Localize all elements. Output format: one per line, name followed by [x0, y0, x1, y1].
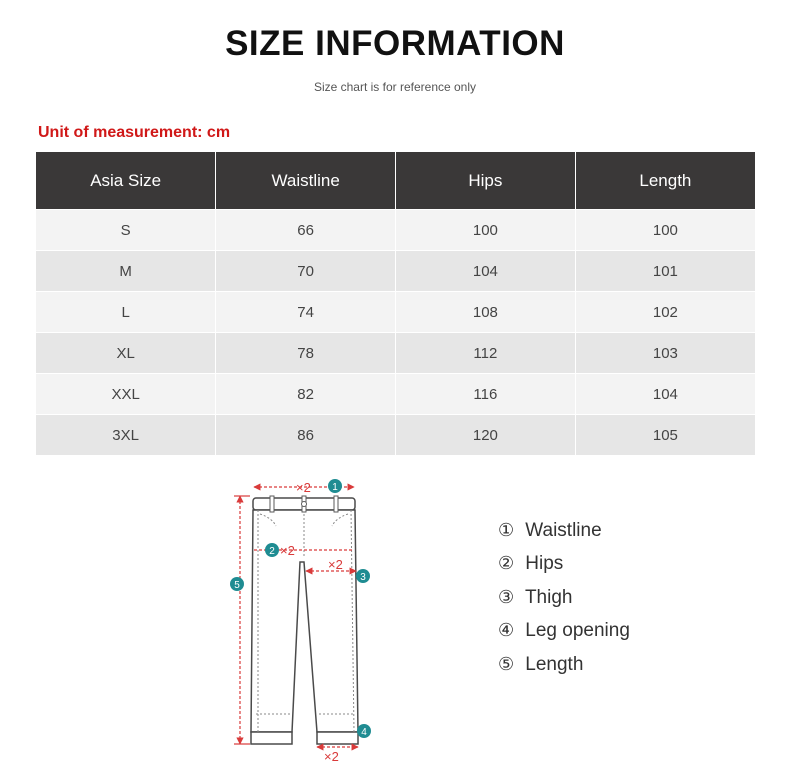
- legend-item: [498, 648, 630, 681]
- svg-text:4: 4: [361, 727, 367, 738]
- unit-note: Unit of measurement: cm: [38, 124, 231, 141]
- waist-multiplier: ×2: [296, 480, 311, 495]
- marker-5: [230, 577, 244, 591]
- table-cell: 74: [216, 292, 396, 333]
- legend-item: [498, 514, 630, 547]
- table-row: [36, 374, 755, 415]
- legend-label: Waistline: [525, 520, 602, 541]
- page-subtitle: Size chart is for reference only: [313, 80, 477, 94]
- table-cell: XXL: [36, 374, 216, 415]
- table-cell: XL: [36, 333, 216, 374]
- table-cell: M: [36, 251, 216, 292]
- svg-text:2: 2: [269, 546, 275, 557]
- legend-number: ④: [498, 620, 515, 641]
- svg-text:3: 3: [360, 572, 366, 583]
- legend-number: ①: [498, 520, 515, 540]
- table-cell: S: [36, 210, 216, 251]
- table-cell: 102: [575, 292, 755, 333]
- table-cell: 112: [396, 333, 576, 374]
- table-cell: L: [36, 292, 216, 333]
- table-cell: 103: [575, 333, 755, 374]
- column-header: Asia Size: [36, 152, 216, 210]
- legend-label: Leg opening: [525, 620, 630, 642]
- table-cell: 101: [575, 251, 755, 292]
- page-title: SIZE INFORMATION: [225, 24, 565, 63]
- table-cell: 78: [216, 333, 396, 374]
- table-row: [36, 251, 755, 292]
- legend-label: Hips: [525, 553, 564, 575]
- table-cell: 105: [575, 415, 755, 456]
- svg-text:1: 1: [332, 482, 338, 493]
- legend-label: Thigh: [524, 586, 573, 608]
- table-cell: 100: [396, 210, 576, 251]
- column-header: Length: [575, 152, 755, 210]
- measurement-legend: [498, 514, 630, 681]
- table-cell: 104: [396, 251, 576, 292]
- leg-opening-multiplier: ×2: [324, 749, 339, 764]
- table-cell: 116: [396, 374, 576, 415]
- legend-label: Length: [525, 653, 584, 675]
- table-cell: 104: [575, 374, 755, 415]
- marker-1: [328, 479, 342, 493]
- table-cell: 66: [216, 210, 396, 251]
- table-cell: 108: [396, 292, 576, 333]
- table-row: [36, 333, 755, 374]
- column-header: Hips: [396, 152, 576, 210]
- size-table: [36, 152, 755, 455]
- legend-item: [498, 547, 630, 580]
- marker-2: [265, 543, 279, 557]
- legend-number: ⑤: [498, 653, 515, 674]
- legend-item: [498, 581, 630, 614]
- marker-3: [356, 569, 370, 583]
- table-cell: 70: [216, 251, 396, 292]
- legend-number: ②: [498, 553, 515, 574]
- table-row: [36, 292, 755, 333]
- table-cell: 100: [575, 210, 755, 251]
- thigh-multiplier: ×2: [328, 557, 343, 572]
- svg-text:5: 5: [234, 580, 240, 591]
- table-row: [36, 415, 755, 456]
- table-cell: 3XL: [36, 415, 216, 456]
- table-cell: 86: [216, 415, 396, 456]
- table-header-row: [36, 152, 755, 210]
- column-header: Waistline: [216, 152, 396, 210]
- marker-4: [357, 724, 371, 738]
- pants-measurement-diagram: [220, 474, 390, 770]
- legend-item: [498, 614, 630, 647]
- table-cell: 120: [396, 415, 576, 456]
- hip-multiplier: ×2: [280, 543, 295, 558]
- table-row: [36, 210, 755, 251]
- legend-number: ③: [498, 586, 515, 607]
- table-cell: 82: [216, 374, 396, 415]
